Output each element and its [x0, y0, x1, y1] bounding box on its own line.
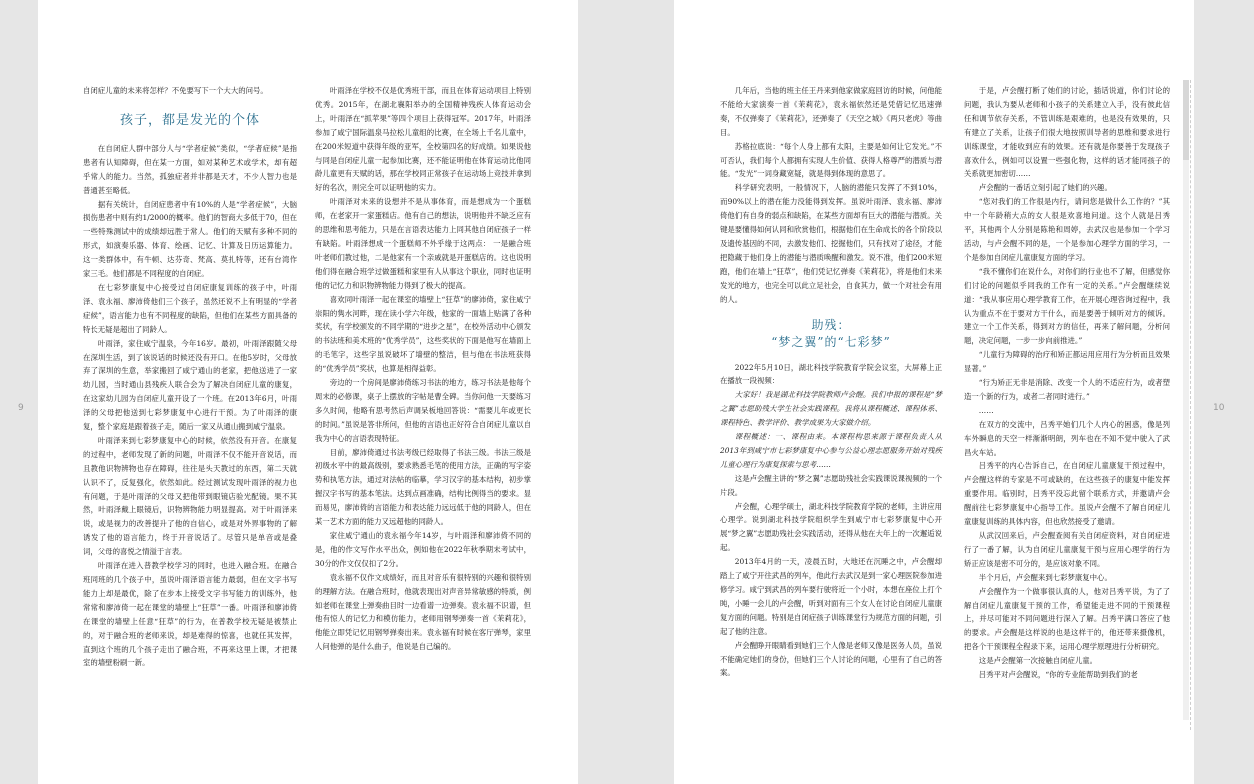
paragraph: 叶雨泽来到七彩梦康复中心的时候，依然没有开音。在康复的过程中，老师发现了新的问题，叶雨泽不仅不能开音说话，而且教他识物辨物也存在障碍，往往是头天教过的东西，第二天就认识不了，反复强化，依然如此。经过测试发现叶雨泽的视力也有问题，于是叶雨泽的父母又把他带到眼镜店验光配镜。果不其然，叶雨泽戴上眼镜后，识物辨物能力明显提高。对于叶雨泽来说，或是视力的改善提升了他的自信心，或是对外界事物的了解诱发了他的语言能力，终于开音说话了。尽管只是单音或是叠词，父母的喜悦之情溢于言表。 [83, 435, 297, 557]
paragraph: 袁永福不仅作文成绩好，而且对音乐有很特别的兴趣和很特别的理解方法。在融合班时，他就表现出对声音异常敏感的特质，例如老师在课堂上弹奏曲目时一边看谱一边弹奏。袁永福不识谱，但他有惊人的记忆力和模仿能力，老师用钢琴弹奏一首《茉莉花》，他能立即凭记忆用钢琴弹奏出来。袁永福有时候在客厅弹琴，家里人问他弹的是什么曲子，他说是自己编的。 [315, 572, 531, 652]
paragraph: 在七彩梦康复中心接受过自闭症康复训练的孩子中，叶雨泽、袁永福、廖沛倚他们三个孩子，虽然还说不上有明显的“学者症候”，语言能力也有不同程度的缺陷，但他们在某些方面具备的特长无疑是超出了同龄人。 [83, 282, 297, 334]
section-heading: 孩子，都是发光的个体 [119, 112, 260, 128]
right-page-column-1 [720, 84, 942, 680]
margin-guide [1190, 80, 1192, 730]
paragraph: 半个月后，卢会醒来到七彩梦康复中心。 [978, 572, 1112, 582]
paragraph: 叶雨泽在学校不仅是优秀班干部，而且在体育运动项目上特别优秀。2015年，在湖北襄阳举办的全国精神残疾人体育运动会上，叶雨泽在“抓苹果”等四个项目上获得冠军。2017年，叶雨泽参加了咸宁国际温泉马拉松儿童组的比赛，在全场上千名儿童中，在200米短道中获得年级的亚军，全校第四名的好成绩。如果说他与同是自闭症儿童一起参加比赛，还不能证明他在体育运动比他同龄儿童更有天赋的话，那在学校同正常孩子在运动场上竞技并拿到好的名次，则完全可以证明他的实力。 [315, 86, 531, 193]
left-page [38, 0, 578, 784]
paragraph: “我不懂你们在说什么，对你们的行业也不了解，但感觉你们讨论的问题似乎同我的工作有一定的关系。”卢会醒继续说道：“我从事应用心理学教育工作，在开展心理咨询过程中，我认为重点不在于要对方干什么，而是要善于倾听对方的倾诉。建立一个工作关系，得到对方的信任，再来了解问题，分析问题，决定问题，一步一步向前推进。” [964, 266, 1170, 346]
paragraph: 自闭症儿童的未来将怎样？不免要写下一个大大的问号。 [83, 86, 268, 95]
right-page-column-2 [964, 84, 1170, 682]
paragraph: 叶雨泽对未来的设想并不是从事体育，而是想成为一个蛋糕师，在老家开一家蛋糕店。他有自己的想法，说明他并不缺乏应有的思维和思考能力，只是在言语表达能力上同其他自闭症孩子一样有缺陷。叶雨泽想成一个蛋糕师不外乎缘于这两点： 一是融合班叶老师们教过他，二是他家有一个亲戚就是开蛋糕店的。这也说明他们得在融合班学过做蛋糕和家里有人从事这个职业，同时也证明他的记忆力和识物辨物能力得到了极大的提高。 [315, 197, 531, 290]
quoted-paragraph: 课程概述：一、课程由来。本课程构思来源于课程负责人从2013年到咸宁市七彩梦康复中心参与公益心理志愿服务开始对残疾儿童心理行为康复探索与思考…… [720, 432, 942, 469]
paragraph: 科学研究表明，一般情况下，人脑的潜能只发挥了不到10%，而90%以上的潜在能力没能得到发挥。虽说叶雨泽、袁永福、廖沛倚他们有自身的弱点和缺陷，在某些方面却有巨大的潜能与潜质。关键是要懂得如何认同和欣赏他们，根据他们在生命成长的各个阶段以及遗传基因的不同，去激发他们、挖掘他们，只有找对了途径，才能把隐藏于他们身上的潜能与潜质唤醒和激发。说不准，他们200米短跑，他们在墙上“狂草”，他们凭记忆弹奏《茉莉花》，将是他们未来发光的地方，也完全可以此立足社会，自食其力，做一个对社会有用的人。 [720, 183, 942, 304]
left-page-column-2 [315, 84, 531, 654]
paragraph: 喜欢同叶雨泽一起在课室的墙壁上“狂草”的廖沛倚，家住咸宁崇阳的隽水河畔，现在读小学六年级，他家的一面墙上贴满了各种奖状，有学校颁发的不同学期的“进步之星”，在校外活动中心颁发的书法班和美术班的“优秀学员”，这些奖状的下面是他写在墙面上的毛笔字，这些字虽说破坏了墙壁的整洁，但与他在书法班获得的“优秀学员”奖状，也算是相得益彰。 [315, 294, 531, 374]
paragraph: “儿童行为障碍的治疗和矫正都运用应用行为分析而且效果显著。” [964, 350, 1170, 374]
paragraph: 卢会醒的一番话立刻引起了她们的兴趣。 [978, 183, 1112, 193]
paragraph: 于是，卢会醒打断了她们的讨论，插话说道，你们讨论的问题，我认为要从老师和小孩子的关系建立入手，没有彼此信任和调节依存关系，不管训练是艰难的，也是没有效果的，只有建立了关系，让孩子们很大地按照训导者的思维和要求进行训练课堂，才能收到应有的效果。还有就是你要善于发现孩子喜欢什么，例如可以设置一些强化物，这样的话才能同孩子的关系就更加密切…… [964, 86, 1170, 179]
paragraph: 旁边的一个房间是廖沛倚练习书法的地方，练习书法是他每个周末的必修课，桌子上摆放的字帖是曹全碑。当你问他一天要练习多久时间，他略有思考然后声调呆板地回答说：“需要儿年或更长的时间。”虽说是答非所问，但他的言语也正好符合自闭症儿童以自我为中心的言语表现特征。 [315, 378, 531, 443]
paragraph: 卢会醒，心理学硕士，湖北科技学院教育学院的老师，主讲应用心理学。说到湖北科技学院组织学生到咸宁市七彩梦康复中心开展“梦之翼”志愿助残社会实践活动，还得从他在大年上的一次邂逅说起。 [720, 501, 942, 553]
paragraph: “行为矫正无非是消除、改变一个人的不适应行为，或者塑造一个新的行为，或者二者同时进行。” [964, 378, 1170, 401]
scrollbar-thumb[interactable] [1183, 80, 1189, 160]
paragraph: 家住咸宁通山的袁永福今年14岁，与叶雨泽和廖沛倚不同的是，他的作文写作水平出众，例如他在2022年秋季期末考试中，30分的作文仅仅扣了2分。 [315, 531, 531, 568]
paragraph: 叶雨泽，家住咸宁温泉，今年16岁。最初，叶雨泽跟随父母在深圳生活，到了该说话的时候还没有开口。在他5岁时，父母放弃了深圳的生意，举家搬回了咸宁通山的老家，把他送进了一家幼儿园，当时通山县残疾人联合会为了解决自闭症儿童的康复，在这家幼儿园为自闭症儿童开设了一个班。在2013年6月，叶雨泽的父母把他送到七彩梦康复中心进行干预。为了叶雨泽的康复，整个家庭是跟着孩子走，随后一家又从通山搬到咸宁温泉。 [83, 338, 297, 432]
paragraph: 叶雨泽在进入普教学校学习的同时，也进入融合班。在融合班同班的几个孩子中，虽说叶雨泽语言能力最弱，但在文字书写能力上却是最优，除了在步本上接受文字书写能力的训练外，他常常和廖沛倚一起在课堂的墙壁上“狂草”一番。叶雨泽和廖沛倚在课堂的墙壁上任意“狂草”的行为，在普教学校无疑是被禁止的，对于融合班的老师来说，却是难得的惊喜，也就任其发挥，直到这个班的几个孩子走出了融合班，不再来这里上课，才把课室的墙壁粉刷一新。 [83, 561, 297, 668]
vertical-scrollbar[interactable] [1183, 80, 1189, 720]
quoted-paragraph: 大家好！我是湖北科技学院教师卢会醒。我们申报的课程是“梦之翼”志愿助残大学生社会实践课程。我将从课程概述、课程体系、课程特色、教学评价、教学成果为大家做介绍。 [720, 390, 942, 428]
right-page [674, 0, 1194, 784]
paragraph: 几年后，当他的班主任王丹来到他家做家庭回访的时候，问他能不能给大家演奏一首《茉莉花》，袁永福依然还是凭借记忆迅速弹奏，不仅弹奏了《茉莉花》，还弹奏了《天空之城》《两只老虎》等曲目。 [720, 86, 942, 137]
paragraph: 从武汉回来后，卢会醒查阅有关自闭症资料，对自闭症进行了一番了解，认为自闭症儿童康复干预与应用心理学的行为矫正应该是密不可分的，是应该对象不同。 [964, 531, 1170, 568]
paragraph: 这是卢会醒第一次接触自闭症儿童。 [978, 656, 1098, 666]
page-number-right: 10 [1213, 403, 1225, 413]
page-number-left: 9 [18, 403, 24, 413]
paragraph: 2022年5月10日，湖北科技学院教育学院会议室，大屏幕上正在播放一段视频： [720, 362, 942, 386]
left-page-column-1 [83, 84, 297, 670]
section-heading-line: 助残： [811, 317, 851, 332]
paragraph: “您对我们的工作很是内行，请问您是做什么工作的？”其中一个年龄稍大点的女人很是欢喜地问道。这个人就是吕秀平，其他两个人分别是陈艳和周婷，去武汉也是参加一个学习活动，与卢会醒不同的是，一个是参加心理学方面的学习，一个是参加自闭症儿童康复方面的学习。 [964, 197, 1170, 262]
paragraph: 吕秀平对卢会醒说，“你的专业能帮助到我们的老 [978, 670, 1138, 680]
paragraph: 据有关统计，自闭症患者中有10%的人是“学者症候”，大脑损伤患者中则有约1/2000的概率。他们的智商大多低于70，但在一些特殊测试中的成绩却远胜于常人。他们的天赋有多种不同的形式，如演奏乐器、体育、绘画、记忆、计算及日历运算能力。这一类群体中，有牛顿、达芬奇、梵高、莫扎特等，还有台湾作家三毛。他们都是不同程度的自闭症。 [83, 199, 297, 279]
paragraph: 苏格拉底说：“每个人身上都有太阳，主要是如何让它发光。”不可否认，我们每个人都拥有实现人生价值、获得人格尊严的潜质与潜能。“发光”一词身藏宽疑，就是得到体现的意思了。 [720, 141, 942, 179]
paragraph: 在双方的交流中，吕秀平她们几个人内心的困惑，像是列车外瞬息的天空一样渐渐明朗，列车也在不知不觉中驶入了武昌火车站。 [964, 419, 1170, 457]
paragraph: 在自闭症人群中部分人与“学者症候”类似，“学者症候”是指患者有认知障碍，但在某一方面，如对某种艺术或学术，却有超乎常人的能力。当然，孤独症者并非都是天才，不少人智力也是普通甚至略低。 [83, 143, 297, 195]
section-heading [720, 317, 942, 351]
paragraph: 目前，廖沛倚通过书法考级已经取得了书法三级。书法三级是初级水平中的最高级别，要求熟悉毛笔的使用方法，正确的写字姿势和执笔方法，通过对法帖的临摹，学习汉字的基本结构，初步掌握汉字书写的基本笔法。达到点画准确，结构比例得当的要求。显而易见，廖沛倚的言语能力和表达能力远远低于他的同龄人，但在某一艺术方面的能力又远超他的同龄人。 [315, 447, 531, 527]
section-heading-line: “梦之翼”的“七彩梦” [771, 334, 891, 349]
paragraph: 卢会醒作为一个做事很认真的人，他对吕秀平说，为了了解自闭症儿童康复干预的工作，希望能走进不同的干预课程上，并尽可能对不同问题进行深入了解。吕秀平满口答应了他的要求。卢会醒是这样说的也是这样干的，他还带来摄像机，把各个干预课程全程录下来，运用心理学原理进行分析研究。 [964, 586, 1170, 652]
paragraph: …… [978, 405, 994, 415]
paragraph: 卢会醒睁开眼睛看到她们三个人像是老师又像是医务人员，虽说不能确定她们的身份，但她们三个人讨论的问题，心里有了自己的答案。 [720, 640, 942, 678]
paragraph: 这是卢会醒主讲的“梦之翼”志愿助残社会实践课说课视频的一个片段。 [720, 473, 942, 497]
paragraph: 吕秀平的内心告诉自己，在自闭症儿童康复干预过程中，卢会醒这样的专家是不可或缺的，在这些孩子的康复中能发挥重要作用。临别时，吕秀平没忘此留个联系方式，并邀请卢会醒前往七彩梦康复中心指导工作。虽说卢会醒不了解自闭症儿童康复训练的具体内容，但也欣然接受了邀请。 [964, 461, 1170, 527]
paragraph: 2013年4月的一天，凌晨五时，大地还在沉睡之中，卢会醒却踏上了咸宁开往武昌的列车，他此行去武汉是到一家心理医院参加进修学习。咸宁到武昌的列车要行驶将近一个小时，本想在座位上打个盹，小睡一会儿的卢会醒，听到对面有三个女人在讨论自闭症儿童康复方面的问题。特别是自闭症孩子训练课堂行为规范方面的问题，引起了他的注意。 [720, 557, 942, 636]
